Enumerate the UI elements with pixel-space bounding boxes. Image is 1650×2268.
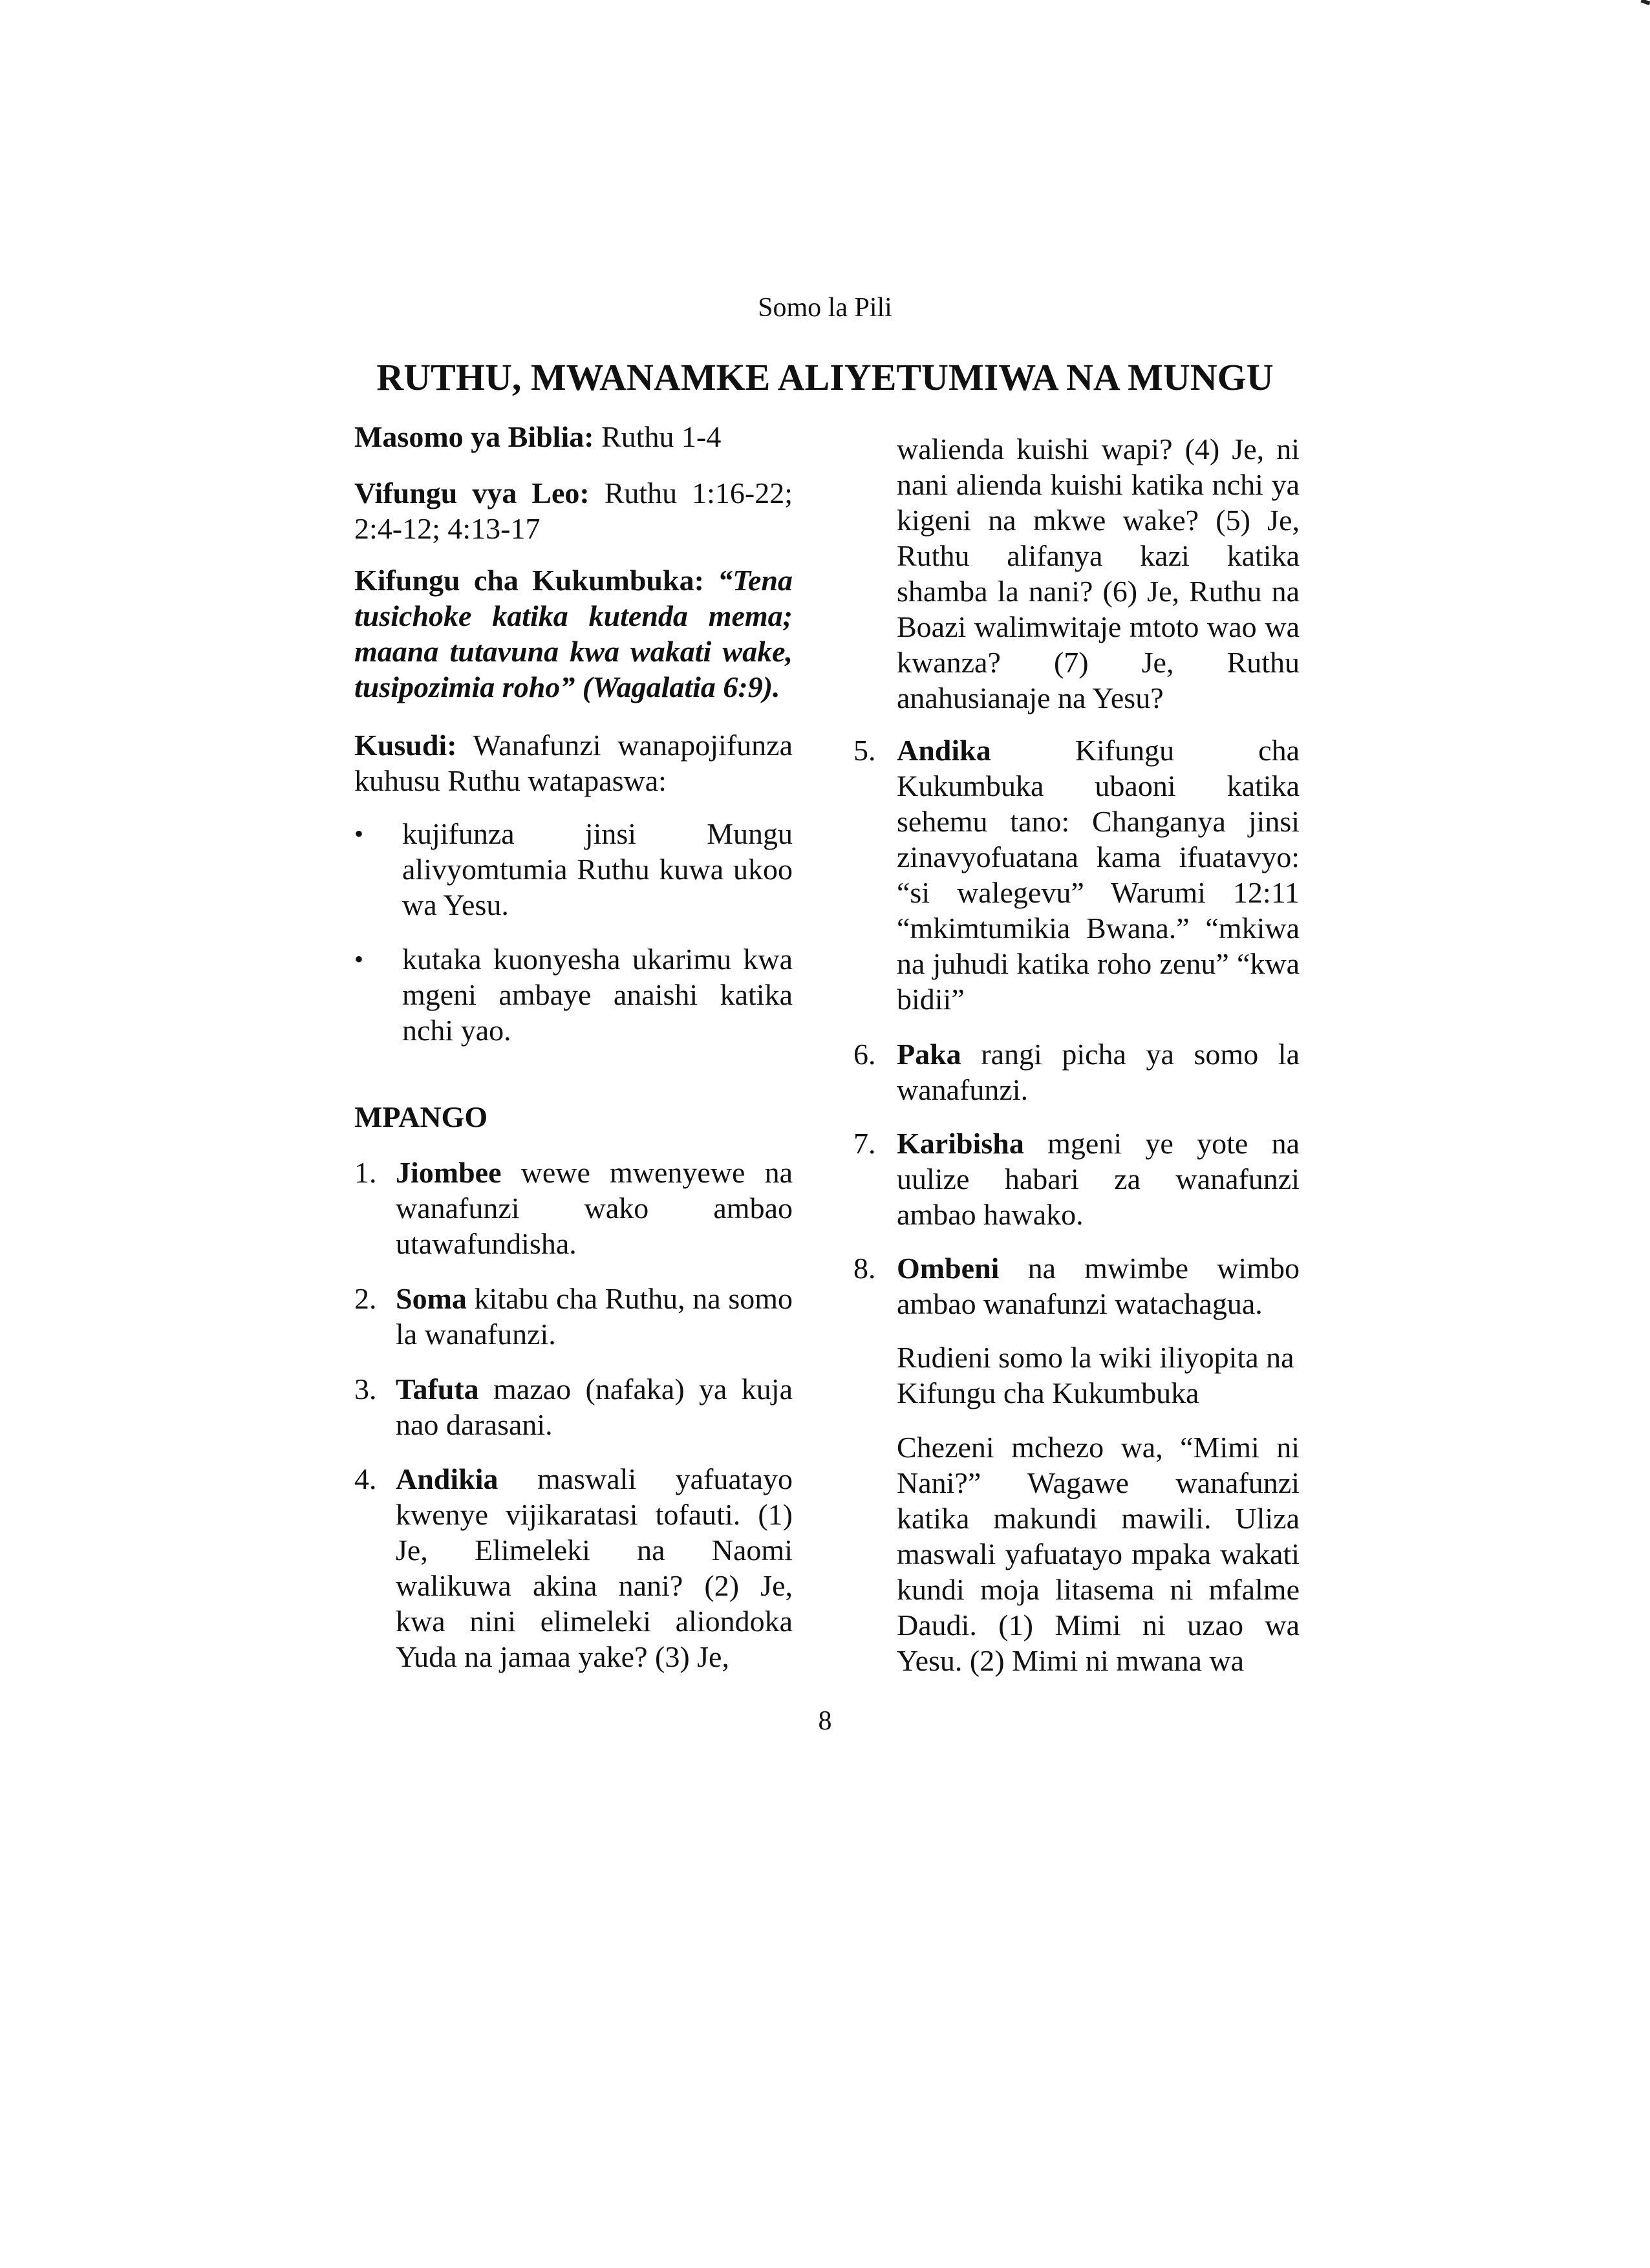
label: Masomo ya Biblia: [354,420,594,453]
bullet-item [354,941,793,1048]
step-number: 1. [354,1156,377,1189]
step-item [354,1281,793,1352]
step-lead: Paka [897,1038,961,1071]
step-item [853,1036,1300,1107]
step-text: maswali yafuatayo kwenye vijikaratasi tofauti. (1) Je, Elimeleki na Naomi walikuwa akina nani? (2) Je, kwa nini elimeleki aliondoka Yuda na jamaa yake? (3) Je, [396,1462,793,1673]
step-lead: Ombeni [897,1252,1000,1285]
label: Vifungu vya Leo: [354,476,590,509]
value: Ruthu 1:16-22; 2:4-12; 4:13-17 [354,476,793,545]
quote: “Tena tusichoke katika kutenda mema; maana tutavuna kwa wakati wake, tusipozimia roho” (Wagalatia 6:9). [354,564,793,703]
step-number: 3. [354,1373,377,1406]
step-lead: Soma [396,1282,467,1315]
bullet-item [354,816,793,923]
step-lead: Andikia [396,1462,498,1495]
step-lead: Tafuta [396,1373,479,1406]
bullet-text: kutaka kuonyesha ukarimu kwa mgeni ambaye anaishi katika nchi yao. [402,943,793,1047]
step-number: 2. [354,1282,377,1315]
step-item [354,1155,793,1261]
step-number: 6. [853,1038,876,1071]
step-text: rangi picha ya somo la wanafunzi. [897,1038,1300,1106]
step-text: kitabu cha Ruthu, na somo la wanafunzi. [396,1282,793,1351]
label: Kifungu cha Kukumbuka: [354,564,704,597]
step-4-continuation: walienda kuishi wapi? (4) Je, ni nani alienda kuishi katika nchi ya kigeni na mkwe wake? (5) Je, Ruthu alifanya kazi katika shamba la nani? (6) Je, Ruthu na Boazi walimwitaje mtoto wao wa kwanza? (7) Je, Ruthu anahusianaje na Yesu? [897,433,1300,714]
section-heading: MPANGO [354,1100,488,1133]
step-item [853,1126,1300,1232]
step-lead: Jiombee [396,1156,502,1189]
step-number: 7. [853,1127,876,1160]
step-item [354,1461,793,1674]
value: Wanafunzi wanapojifunza kuhusu Ruthu watapaswa: [354,729,793,797]
memory-verse [354,562,793,705]
step-number: 5. [853,734,876,767]
step-number: 8. [853,1252,876,1285]
lesson-label: Somo la Pili [758,293,892,323]
step-text: mazao (nafaka) ya kuja nao darasani. [396,1373,793,1441]
step-text: na mwimbe wimbo ambao wanafunzi watachagua. [897,1252,1300,1320]
bible-readings [354,419,793,455]
game-paragraph: Chezeni mchezo wa, “Mimi ni Nani?” Wagawe wanafunzi katika makundi mawili. Uliza maswali yafuatayo mpaka wakati kundi moja litasema ni mfalme Daudi. (1) Mimi ni uzao wa Yesu. (2) Mimi ni mwana wa [897,1431,1300,1677]
review-paragraph: Rudieni somo la wiki iliyopita na Kifungu cha Kukumbuka [897,1341,1294,1409]
step-lead: Andika [897,734,991,767]
step-text: Kifungu cha Kukumbuka ubaoni katika sehemu tano: Changanya jinsi zinavyofuatana kama ifuatavyo: “si walegevu” Warumi 12:11 “mkimtumikia Bwana.” “mkiwa na juhudi katika roho zenu” “kwa bidii” [897,734,1300,1016]
bullet-text: kujifunza jinsi Mungu alivyomtumia Ruthu kuwa ukoo wa Yesu. [402,817,793,921]
step-item [354,1371,793,1442]
bullet-icon: • [354,945,364,974]
value: Ruthu 1-4 [594,420,722,453]
step-number: 4. [354,1462,377,1495]
step-text: wewe mwenyewe na wanafunzi wako ambao utawafundisha. [396,1156,793,1260]
step-item [853,1250,1300,1321]
bullet-icon: • [354,819,364,848]
purpose [354,727,793,798]
step-text: mgeni ye yote na uulize habari za wanafunzi ambao hawako. [897,1127,1300,1231]
scan-mark [1640,0,1650,5]
todays-verses [354,475,793,546]
step-lead: Karibisha [897,1127,1024,1160]
label: Kusudi: [354,729,457,762]
page-number: 8 [818,1706,832,1736]
page-title: RUTHU, MWANAMKE ALIYETUMIWA NA MUNGU [376,356,1274,398]
step-item [853,733,1300,1017]
